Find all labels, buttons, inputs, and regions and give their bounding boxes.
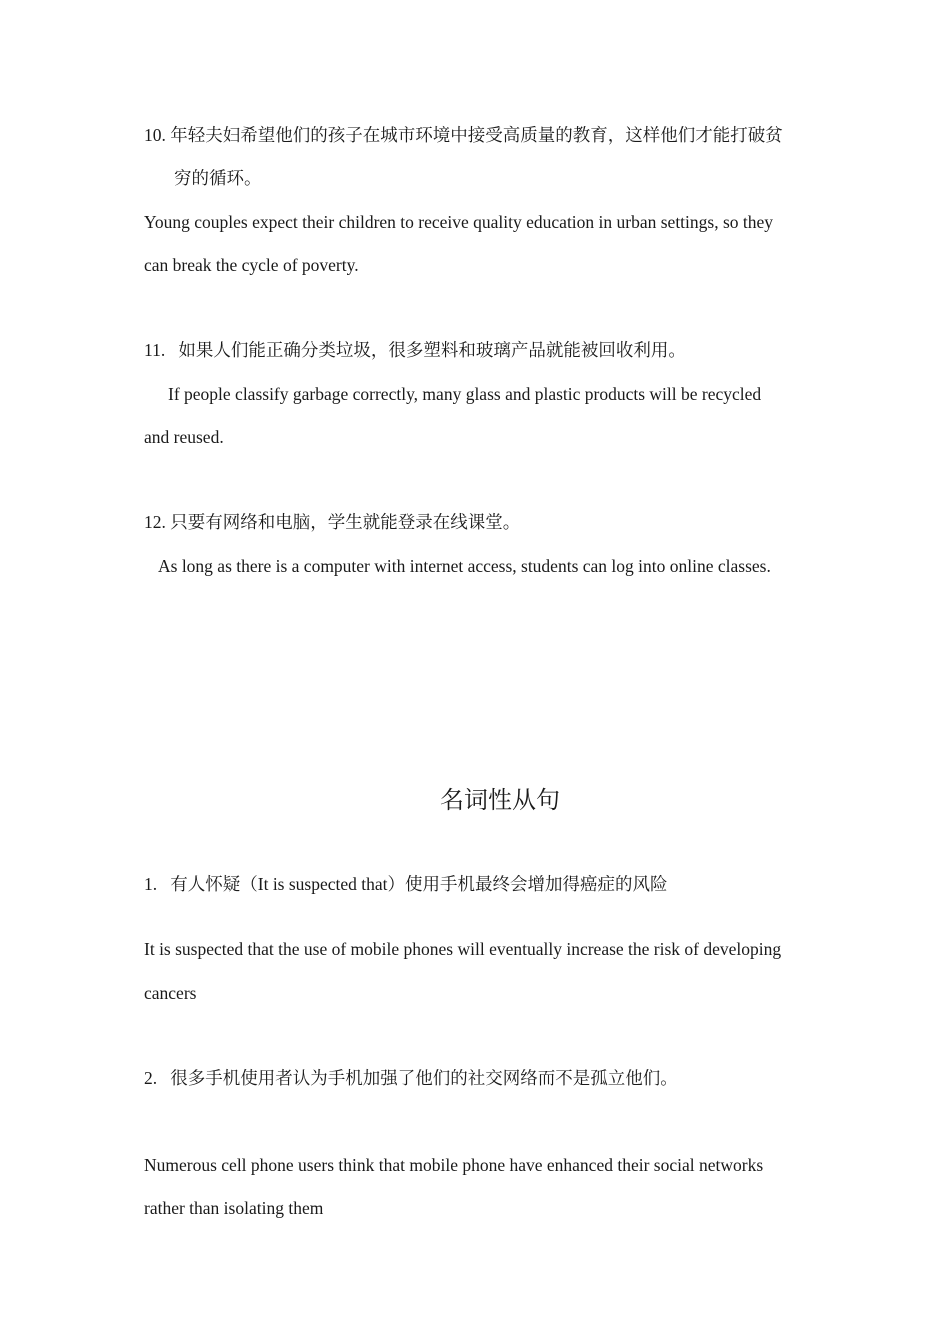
chinese-text: 有人怀疑（It is suspected that）使用手机最终会增加得癌症的风险: [170, 874, 668, 894]
item-number: 1.: [144, 874, 158, 894]
item-1-english-line-1: It is suspected that the use of mobile phones will eventually increase the risk of developing: [144, 939, 782, 959]
item-number: 2.: [144, 1068, 158, 1088]
item-10-english-line-2: can break the cycle of poverty.: [144, 255, 359, 275]
heading-text: 名词性从句: [440, 788, 560, 814]
item-number: 12.: [144, 512, 166, 532]
item-11-chinese-line-1: [144, 338, 686, 362]
item-10-chinese-line-1: [144, 123, 783, 147]
item-10-english-line-1: Young couples expect their children to receive quality education in urban settings, so they: [144, 212, 774, 232]
chinese-text: 年轻夫妇希望他们的孩子在城市环境中接受高质量的教育，这样他们才能打破贫: [170, 125, 783, 145]
item-2-chinese-line-1: [144, 1066, 678, 1090]
item-12-english-line-1: As long as there is a computer with internet access, students can log into online classes.: [158, 556, 771, 576]
item-11-english-line-2: and reused.: [144, 427, 224, 447]
item-10-chinese-line-2: 穷的循环。: [174, 168, 262, 188]
chinese-text: 只要有网络和电脑，学生就能登录在线课堂。: [170, 512, 521, 532]
chinese-text: 很多手机使用者认为手机加强了他们的社交网络而不是孤立他们。: [170, 1068, 678, 1088]
item-1-english-line-2: cancers: [144, 983, 197, 1003]
chinese-text: 如果人们能正确分类垃圾，很多塑料和玻璃产品就能被回收利用。: [178, 340, 686, 360]
item-number: 10.: [144, 125, 166, 145]
item-12-chinese-line-1: [144, 510, 520, 534]
item-1-chinese-line-1: [144, 872, 668, 896]
item-11-english-line-1: If people classify garbage correctly, many glass and plastic products will be recycled: [168, 384, 762, 404]
item-number: 11.: [144, 340, 166, 360]
item-2-english-line-1: Numerous cell phone users think that mobile phone have enhanced their social networks: [144, 1155, 764, 1175]
item-2-english-line-2: rather than isolating them: [144, 1198, 324, 1218]
section-heading: [0, 786, 950, 816]
